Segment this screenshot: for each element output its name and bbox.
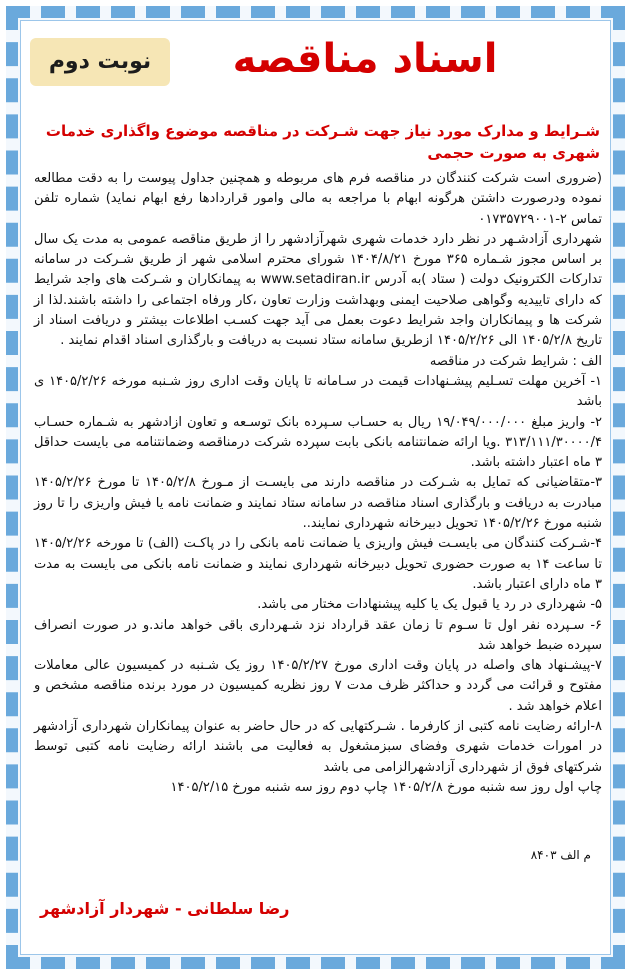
signer-name: رضا سلطانی - شهردار آزادشهر bbox=[40, 899, 290, 918]
section-heading: الف : شرایط شرکت در مناقصه bbox=[429, 353, 602, 369]
intro-paragraph: (ضروری است شرکت کنندگان در مناقصه فرم های مربوطه و همچنین جداول پیوست را به دقت مطالعه نموده ودرصورت داشتن هرگونه ابهام با مراجعه به مالی وامور قراردادها رفع ابهام نماید) شماره تلفن تماس ۲-۰۱۷۳۵۷۲۹۰۰۱ bbox=[34, 171, 602, 227]
condition-item: ۴-شـرکت کنندگان می بایسـت فیش واریزی یا ضمانت نامه بانکی را در پاکـت (الف) تا مورخه ۱۴۰۵/۲/۲۶ تا ساعت ۱۴ به صورت حضوری تحویل دبیرخانه شهرداری نمایند و ضمانت نامه بانکی می بایست به مدت ۳ ماه دارای اعتبار باشد. bbox=[34, 536, 602, 592]
condition-item: ۳-متقاضیانی که تمایل به شـرکت در مناقصه دارند می بایسـت از مـورخ ۱۴۰۵/۲/۸ تا مورخ ۱۴۰۵/۲/۲۶ مبادرت به دریافت و بارگذاری اسناد مناقصه در سامانه ستاد نمایند و ضمانت نامه یا فیش واریزی را تا روز شنبه مورخ ۱۴۰۵/۲/۲۶ تحویل دبیرخانه شهرداری نمایند.. bbox=[34, 475, 602, 532]
page-title: اسناد مناقصه bbox=[232, 36, 498, 82]
condition-item: ۶- سـپرده نفر اول تا سـوم تا زمان عقد قرارداد نزد شـهرداری باقی خواهد ماند.و در صورت انصراف سپرده ضبط خواهد شد bbox=[34, 617, 602, 653]
condition-item: ۱- آخرین مهلت تسـلیم پیشـنهادات قیمت در سـامانه تا پایان وقت اداری روز شـنبه مورخه ۱۴۰۵/۲/۲۶ ی باشد bbox=[34, 373, 602, 410]
condition-item: ۸-ارائه رضایت نامه کتبی از کارفرما . شـرکتهایی که در حال حاضر به عنوان پیمانکاران شهرداری آزادشهر در امورات خدمات شهری وفضای سبزمشغول به فعالیت می باشند ارائه رضایت نامه کتبی توسط شرکتهای فوق از شهرداری آزادشهرالزامی می باشد bbox=[34, 719, 602, 775]
announcement-paragraph: شهرداری آزادشـهر در نظر دارد خدمات شهری شهرآزادشهر را از طریق مناقصه عمومی به مدت یک سال بر اساس مجوز شـماره ۳۶۵ مورخ ۱۴۰۴/۸/۲۱ شورای محترم اسلامی شهر از طریق شـرکت در سامانه تدارکات الکترونیک دولت ( ستاد )به آدرس www.setadiran.ir به پیمانکاران و شـرکت های واجد شرایط که دارای تاییدیه وگواهی صلاحیت ایمنی وبهداشت وزارت تعاون ،کار ورفاه اجتماعی را داشته باشند.لذا از شرکت ها و پیمانکاران واجد شرایط دعوت بعمل می آید جهت کسـب اطلاعات بیشتر و دریافت اسناد از تاریخ ۱۴۰۵/۲/۸ الی ۱۴۰۵/۲/۲۶ ازطریق سامانه ستاد نسبت به دریافت و بارگذاری اسناد اقدام نمایند . bbox=[34, 231, 602, 349]
print-dates: چاپ اول روز سه شنبه مورخ ۱۴۰۵/۲/۸ چاپ دوم روز سه شنبه مورخ ۱۴۰۵/۲/۱۵ bbox=[170, 779, 602, 795]
round-badge: نوبت دوم bbox=[30, 38, 170, 86]
condition-item: ۵- شهرداری در رد یا قبول یک یا کلیه پیشنهادات مختار می باشد. bbox=[257, 597, 602, 613]
ad-code: م الف ۸۴۰۳ bbox=[530, 848, 591, 862]
condition-item: ۲- واریز مبلغ ۱۹/۰۴۹/۰۰۰/۰۰۰ ریال به حسـاب سـپرده بانک توسـعه و تعاون ازادشهر به شـماره حسـاب ۳۱۳/۱۱۱/۳۰۰۰۰/۴ .ویا ارائه ضمانتنامه بانکی بابت سپرده شرکت درمناقصه وضمانتنامه می بایست حداقل ۳ ماه اعتبار داشته باشد. bbox=[34, 414, 603, 471]
condition-item: ۷-پیشـنهاد های واصله در پایان وقت اداری مورخ ۱۴۰۵/۲/۲۷ روز یک شـنبه در کمیسیون عالی معاملات مفتوح و قرائت می گردد و حداکثر ظرف مدت ۷ روز نظریه کمیسیون در مورد برنده مناقصه مشخص و اعلام خواهد شد . bbox=[34, 658, 602, 714]
notice-body bbox=[34, 169, 602, 798]
notice-subtitle: شـرایط و مدارک مورد نیاز جهت شـرکت در مناقصه موضوع واگذاری خدمات شهری به صورت حجمی bbox=[45, 122, 600, 162]
